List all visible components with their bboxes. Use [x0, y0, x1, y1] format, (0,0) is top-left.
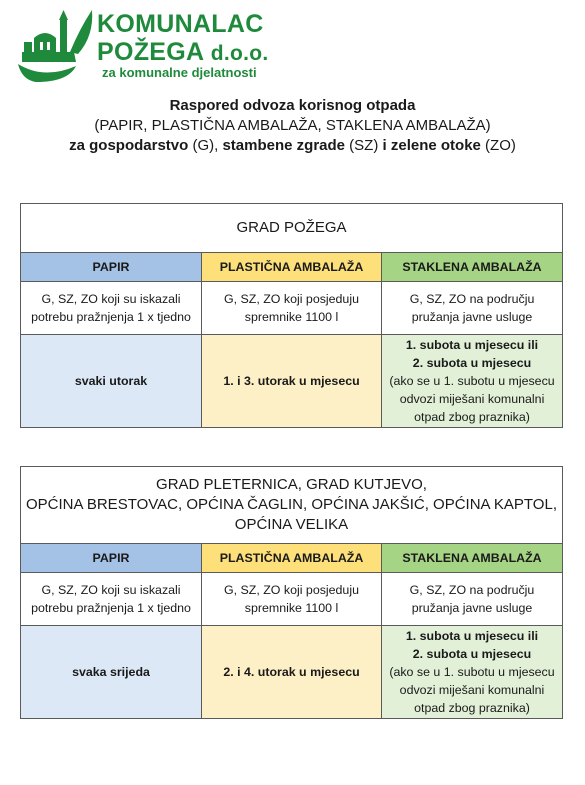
desc-staklo: G, SZ, ZO na području pružanja javne usluge — [382, 282, 563, 335]
audience-g-abbr: (G), — [188, 137, 223, 154]
column-header-papir: PAPIR — [21, 544, 202, 573]
column-header-papir: PAPIR — [21, 253, 202, 282]
audience-sz: stambene zgrade — [222, 137, 346, 154]
schedule-staklo-line-2: 2. subota u mjesecu — [412, 647, 532, 661]
schedule-papir: svaka srijeda — [21, 626, 202, 719]
logo-line-3: za komunalne djelatnosti — [102, 65, 257, 80]
desc-papir: G, SZ, ZO koji su iskazali potrebu pražnjenja 1 x tjedno — [21, 573, 202, 626]
logo-line-1: KOMUNALAC — [97, 10, 264, 38]
company-logo — [14, 6, 284, 86]
schedule-staklo-line-1: 1. subota u mjesecu ili — [405, 338, 539, 352]
schedule-plastika: 2. i 4. utorak u mjesecu — [202, 626, 382, 719]
desc-papir: G, SZ, ZO koji su iskazali potrebu pražnjenja 1 x tjedno — [21, 282, 202, 335]
document-audience — [0, 136, 585, 156]
logo-line-2 — [97, 38, 269, 67]
area-line: GRAD POŽEGA — [236, 219, 347, 236]
column-header-plastika: PLASTIČNA AMBALAŽA — [202, 253, 382, 282]
audience-zo-abbr: (ZO) — [480, 137, 516, 154]
schedule-papir: svaki utorak — [21, 335, 202, 428]
column-header-staklo: STAKLENA AMBALAŽA — [382, 253, 563, 282]
document-subtitle: (PAPIR, PLASTIČNA AMBALAŽA, STAKLENA AMBALAŽA) — [94, 117, 491, 134]
area-title — [21, 204, 563, 253]
schedule-staklo-note: (ako se u 1. subotu u mjesecu odvozi miješani komunalni otpad zbog praznika) — [389, 374, 555, 424]
area-line: OPĆINA BRESTOVAC, OPĆINA ČAGLIN, OPĆINA JAKŠIĆ, OPĆINA KAPTOL, — [26, 496, 557, 513]
audience-g: za gospodarstvo — [69, 137, 189, 154]
desc-plastika: G, SZ, ZO koji posjeduju spremnike 1100 l — [202, 282, 382, 335]
schedule-staklo-line-2: 2. subota u mjesecu — [412, 356, 532, 370]
schedule-staklo — [382, 626, 563, 719]
audience-zo: i zelene otoke — [382, 137, 481, 154]
schedule-table-pozega — [20, 203, 563, 428]
schedule-staklo-line-1: 1. subota u mjesecu ili — [405, 629, 539, 643]
logo-line-2-suffix: d.o.o. — [210, 42, 269, 65]
desc-plastika: G, SZ, ZO koji posjeduju spremnike 1100 l — [202, 573, 382, 626]
document-heading — [0, 96, 585, 156]
schedule-staklo-note: (ako se u 1. subotu u mjesecu odvozi miješani komunalni otpad zbog praznika) — [389, 665, 555, 715]
area-line: GRAD PLETERNICA, GRAD KUTJEVO, — [156, 476, 427, 493]
audience-sz-abbr: (SZ) — [345, 137, 383, 154]
schedule-staklo — [382, 335, 563, 428]
column-header-plastika: PLASTIČNA AMBALAŽA — [202, 544, 382, 573]
desc-staklo: G, SZ, ZO na području pružanja javne usluge — [382, 573, 563, 626]
area-title — [21, 467, 563, 544]
logo-line-2-name: POŽEGA — [97, 38, 204, 66]
schedule-plastika: 1. i 3. utorak u mjesecu — [202, 335, 382, 428]
document-title: Raspored odvoza korisnog otpada — [169, 97, 416, 114]
column-header-staklo: STAKLENA AMBALAŽA — [382, 544, 563, 573]
logo-emblem-icon — [14, 6, 98, 86]
schedule-table-pleternica — [20, 466, 563, 719]
area-line: OPĆINA VELIKA — [234, 516, 349, 533]
